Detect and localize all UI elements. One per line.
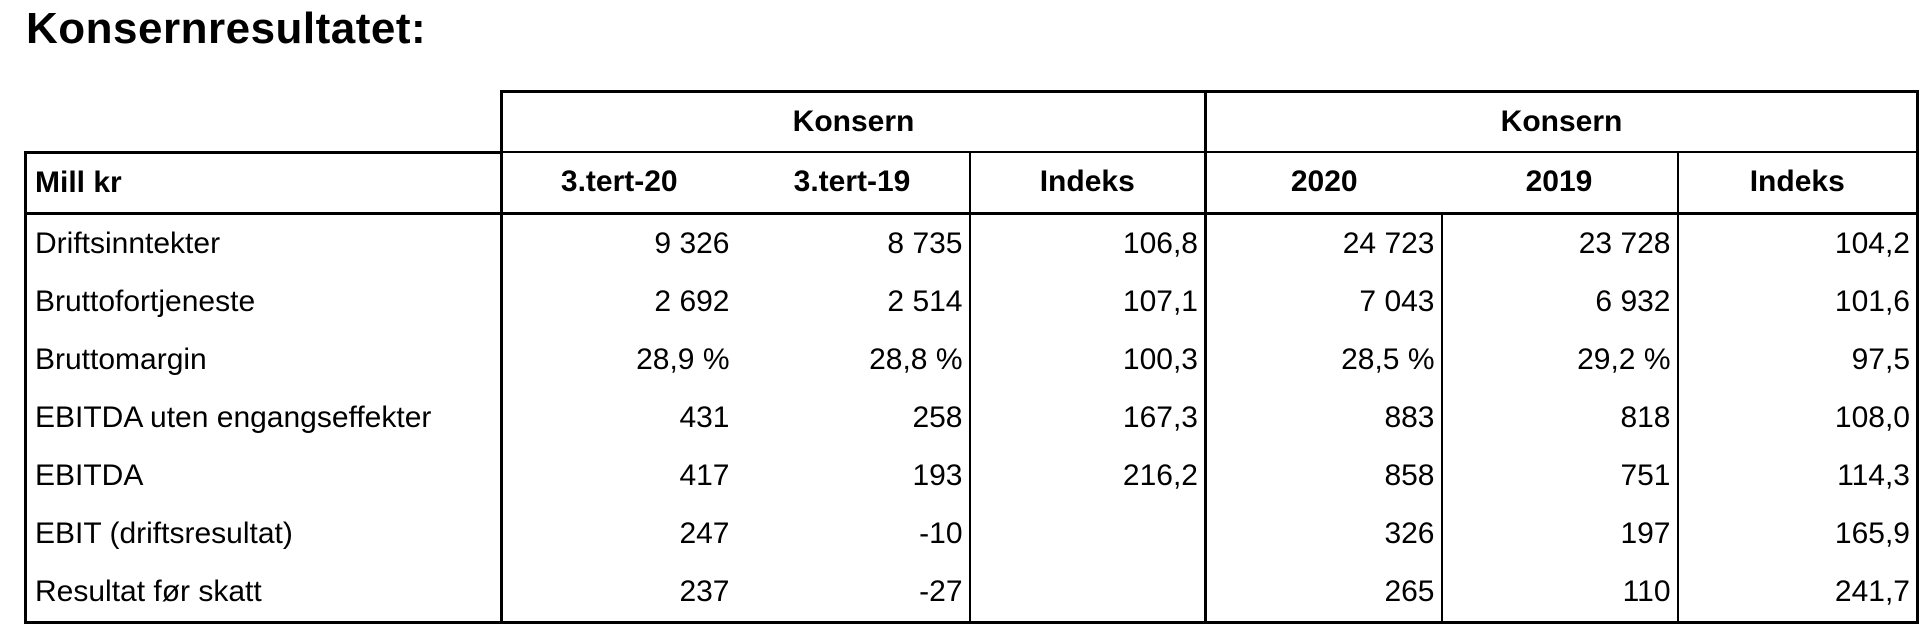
table-header-row [26, 152, 1918, 213]
cell-value: -10 [736, 505, 970, 563]
cell-value: 431 [502, 389, 736, 447]
cell-value: 165,9 [1678, 505, 1918, 563]
column-header-index-quarter: Indeks [970, 152, 1206, 213]
cell-value: 258 [736, 389, 970, 447]
row-label: Resultat før skatt [26, 563, 502, 623]
group-header-quarter: Konsern [502, 92, 1206, 153]
cell-value: 108,0 [1678, 389, 1918, 447]
cell-value: 23 728 [1442, 213, 1678, 273]
column-header-index-year: Indeks [1678, 152, 1918, 213]
cell-value: 114,3 [1678, 447, 1918, 505]
table-row [26, 447, 1918, 505]
cell-value: 216,2 [970, 447, 1206, 505]
row-label: Bruttofortjeneste [26, 273, 502, 331]
cell-value: 106,8 [970, 213, 1206, 273]
table-row [26, 505, 1918, 563]
row-label: Driftsinntekter [26, 213, 502, 273]
cell-value [970, 563, 1206, 623]
row-label: Bruttomargin [26, 331, 502, 389]
cell-value: 24 723 [1206, 213, 1442, 273]
column-header-unit: Mill kr [26, 152, 502, 213]
cell-value: 265 [1206, 563, 1442, 623]
cell-value: -27 [736, 563, 970, 623]
cell-value: 197 [1442, 505, 1678, 563]
cell-value: 6 932 [1442, 273, 1678, 331]
cell-value: 101,6 [1678, 273, 1918, 331]
cell-value: 326 [1206, 505, 1442, 563]
empty-corner-cell [26, 92, 502, 153]
cell-value: 818 [1442, 389, 1678, 447]
cell-value: 241,7 [1678, 563, 1918, 623]
row-label: EBIT (driftsresultat) [26, 505, 502, 563]
konsern-result-table [24, 90, 1919, 624]
cell-value: 2 514 [736, 273, 970, 331]
column-header-q3-20: 3.tert-20 [502, 152, 736, 213]
cell-value: 883 [1206, 389, 1442, 447]
row-label: EBITDA uten engangseffekter [26, 389, 502, 447]
cell-value: 167,3 [970, 389, 1206, 447]
cell-value: 858 [1206, 447, 1442, 505]
cell-value: 8 735 [736, 213, 970, 273]
cell-value: 28,8 % [736, 331, 970, 389]
cell-value: 100,3 [970, 331, 1206, 389]
cell-value: 28,5 % [1206, 331, 1442, 389]
table-row [26, 389, 1918, 447]
table-row [26, 331, 1918, 389]
cell-value: 28,9 % [502, 331, 736, 389]
table-row [26, 273, 1918, 331]
column-header-2020: 2020 [1206, 152, 1442, 213]
cell-value: 97,5 [1678, 331, 1918, 389]
cell-value: 751 [1442, 447, 1678, 505]
table-group-header-row [26, 92, 1918, 153]
table-row [26, 213, 1918, 273]
cell-value: 29,2 % [1442, 331, 1678, 389]
cell-value: 7 043 [1206, 273, 1442, 331]
cell-value [970, 505, 1206, 563]
cell-value: 110 [1442, 563, 1678, 623]
cell-value: 193 [736, 447, 970, 505]
column-header-2019: 2019 [1442, 152, 1678, 213]
cell-value: 2 692 [502, 273, 736, 331]
cell-value: 417 [502, 447, 736, 505]
group-header-year: Konsern [1206, 92, 1918, 153]
cell-value: 107,1 [970, 273, 1206, 331]
page-title: Konsernresultatet: [26, 4, 427, 53]
cell-value: 104,2 [1678, 213, 1918, 273]
cell-value: 237 [502, 563, 736, 623]
column-header-q3-19: 3.tert-19 [736, 152, 970, 213]
cell-value: 9 326 [502, 213, 736, 273]
row-label: EBITDA [26, 447, 502, 505]
cell-value: 247 [502, 505, 736, 563]
table-row [26, 563, 1918, 623]
